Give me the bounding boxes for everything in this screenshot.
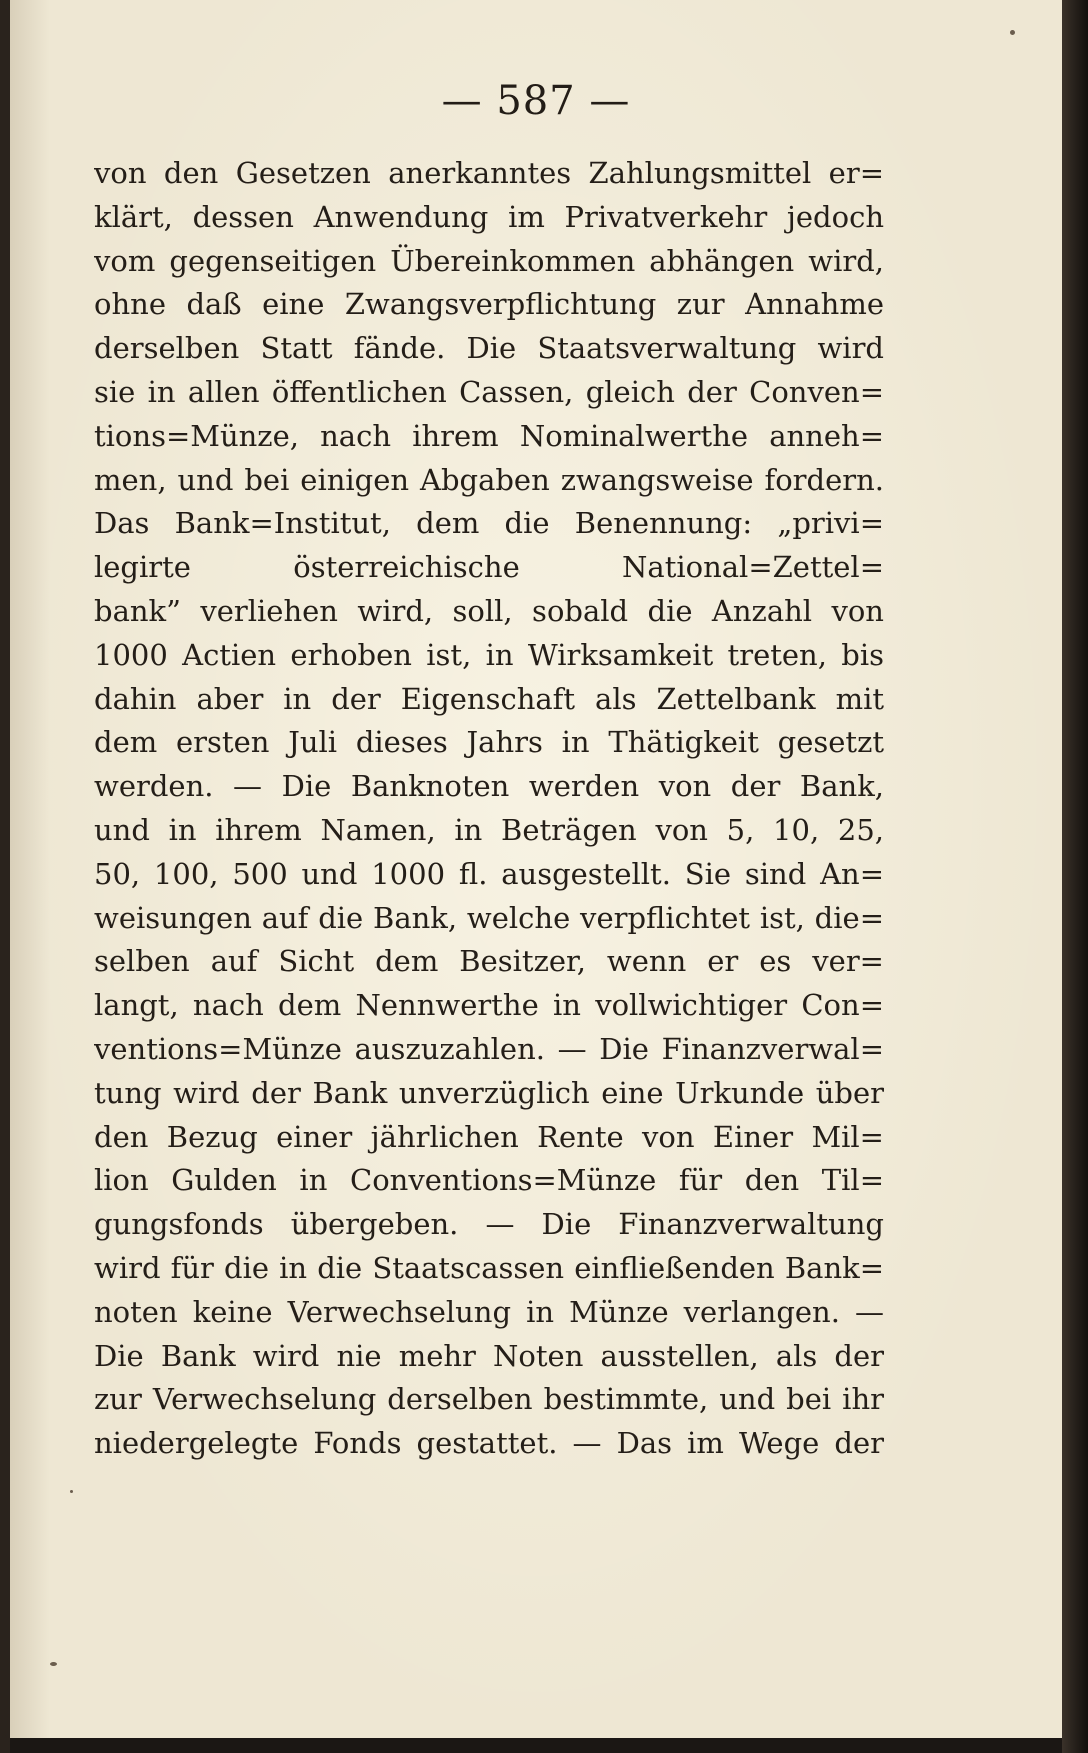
text-line: langt, nach dem Nennwerthe in vollwichtiger Con= [94,988,884,1023]
paper-speck [70,1490,73,1493]
text-line: dahin aber in der Eigenschaft als Zettelbank mit [94,681,884,716]
text-line: ventions=Münze auszuzahlen. — Die Finanzverwal= [94,1031,884,1066]
text-line: niedergelegte Fonds gestattet. — Das im Wege der [94,1426,884,1461]
text-line: ohne daß eine Zwangsverpflichtung zur Annahme [94,287,884,322]
text-line: den Bezug einer jährlichen Rente von Einer Mil= [94,1119,884,1154]
text-line: legirte österreichische National=Zettel= [94,550,884,585]
text-line: von den Gesetzen anerkanntes Zahlungsmittel er= [94,156,884,190]
text-line: sie in allen öffentlichen Cassen, gleich der Conven= [94,374,884,409]
text-line: werden. — Die Banknoten werden von der Bank, [94,769,884,804]
text-line: zur Verwechselung derselben bestimmte, und bei ihr [94,1382,884,1417]
text-line: 1000 Actien erhoben ist, in Wirksamkeit treten, bis [94,637,884,672]
book-spine-shadow [0,0,10,1753]
text-line: derselben Statt fände. Die Staatsverwaltung wird [94,331,884,366]
book-edge-shadow [1062,0,1088,1753]
text-line: Die Bank wird nie mehr Noten ausstellen, als der [94,1338,884,1373]
text-line: Das Bank=Institut, dem die Benennung: „privi= [94,506,884,541]
body-text [94,152,884,1466]
text-line: und in ihrem Namen, in Beträgen von 5, 10, 25, [94,812,884,847]
text-line: noten keine Verwechselung in Münze verlangen. — [94,1294,884,1329]
text-line: gungsfonds übergeben. — Die Finanzverwaltung [94,1207,884,1242]
text-line: lion Gulden in Conventions=Münze für den Til= [94,1163,884,1198]
text-line: tung wird der Bank unverzüglich eine Urkunde über [94,1075,884,1110]
text-line: dem ersten Juli dieses Jahrs in Thätigkeit gesetzt [94,725,884,760]
text-line: weisungen auf die Bank, welche verpflichtet ist, die= [94,900,884,935]
text-line: vom gegenseitigen Übereinkommen abhängen wird, [94,243,884,278]
text-line: men, und bei einigen Abgaben zwangsweise fordern. [94,462,884,497]
paper-speck [1010,30,1015,35]
text-line: wird für die in die Staatscassen einfließenden Bank= [94,1250,884,1285]
paper-speck [50,1662,57,1666]
page-number: — 587 — [441,78,631,124]
text-line: klärt, dessen Anwendung im Privatverkehr jedoch [94,199,884,234]
text-line: bank” verliehen wird, soll, sobald die Anzahl von [94,593,884,628]
book-page [10,0,1065,1738]
text-line: 50, 100, 500 und 1000 fl. ausgestellt. Sie sind An= [94,856,884,891]
text-line: selben auf Sicht dem Besitzer, wenn er es ver= [94,944,884,979]
text-line: tions=Münze, nach ihrem Nominalwerthe anneh= [94,418,884,453]
